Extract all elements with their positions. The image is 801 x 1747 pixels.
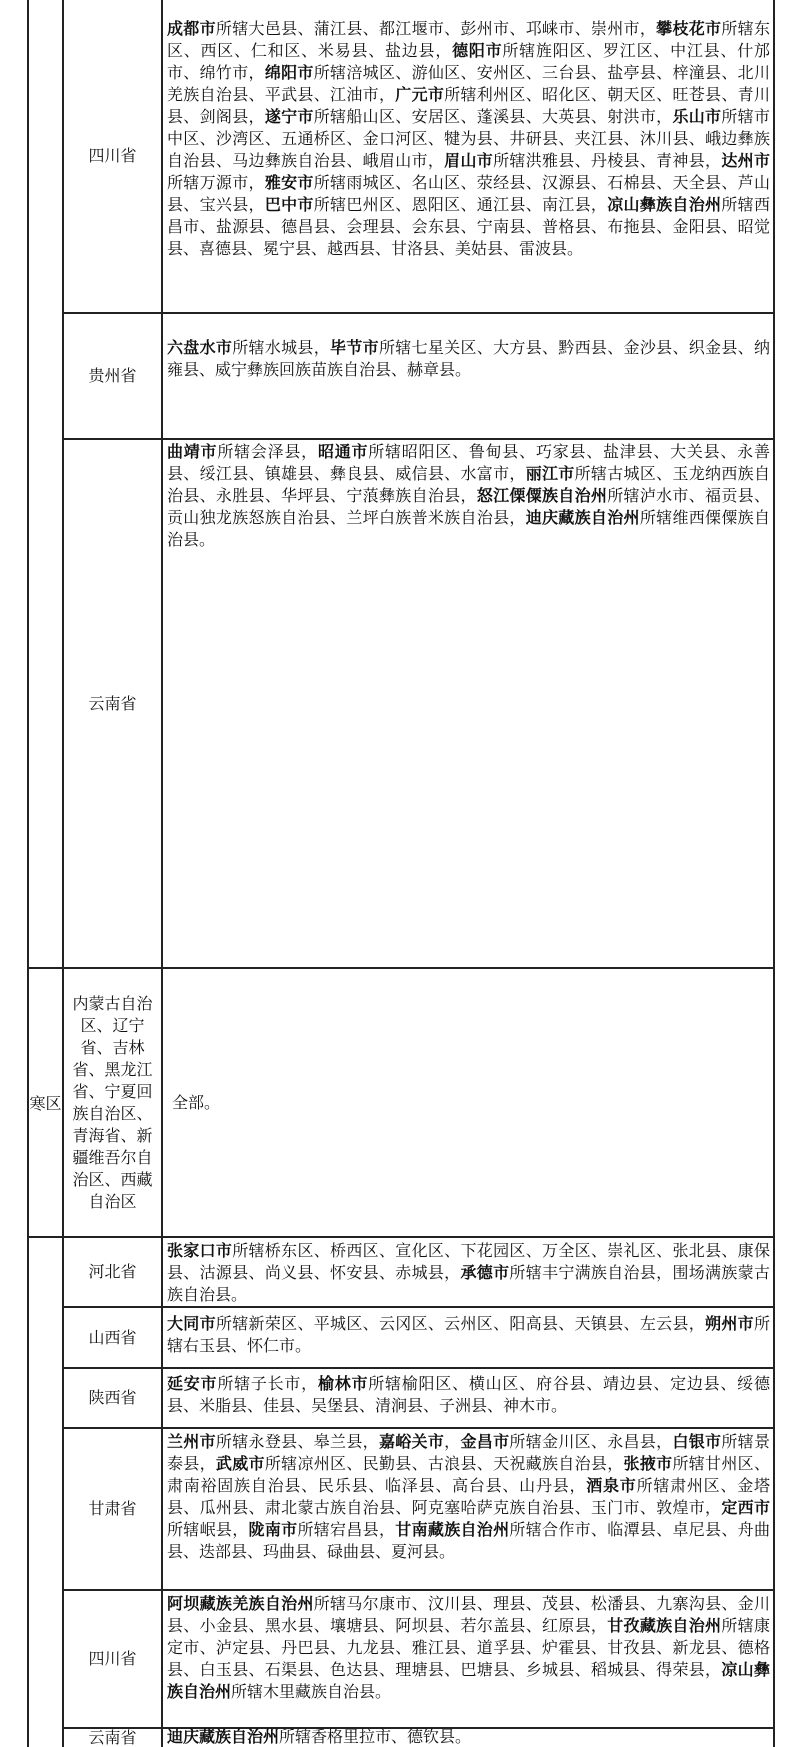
city-name: 陇南市	[248, 1520, 298, 1539]
province-cell	[64, 1238, 161, 1306]
city-name: 攀枝花市	[656, 19, 722, 38]
province-cell	[64, 314, 161, 438]
city-name: 张掖市	[623, 1454, 673, 1473]
city-name: 德阳市	[452, 41, 503, 60]
province-cell	[64, 1729, 161, 1747]
district-list	[167, 1373, 770, 1417]
district-text: 所辖西昌市、盐源县、德昌县、会理县、会东县、宁南县、普格县、布拖县、金阳县、昭觉县、喜德县、冕宁县、越西县、甘洛县、美姑县、雷波县。	[167, 195, 770, 258]
table-border-left	[27, 0, 29, 1747]
district-text: 所辖景泰县，	[167, 1432, 770, 1473]
city-name: 榆林市	[317, 1374, 369, 1393]
district-text: ，	[444, 1432, 461, 1451]
district-text: 所辖马尔康市、汶川县、理县、茂县、松潘县、九寨沟县、金川县、小金县、黑水县、壤塘县、阿坝县、若尔盖县、红原县，	[167, 1594, 770, 1635]
city-name: 成都市	[167, 19, 216, 38]
district-text: 所辖水城县，	[232, 338, 331, 357]
city-name: 承德市	[460, 1263, 510, 1282]
district-text: 所辖船山区、安居区、蓬溪县、大英县、射洪市，	[313, 107, 673, 126]
district-text: 所辖万源市，	[167, 173, 265, 192]
province-cell	[64, 1591, 161, 1727]
district-text: 所辖香格里拉市、德钦县。	[279, 1727, 472, 1746]
district-text: 所辖金川区、永昌县，	[509, 1432, 673, 1451]
city-name: 六盘水市	[167, 338, 233, 357]
district-list	[167, 1593, 770, 1703]
district-text: 所辖岷县，	[167, 1520, 249, 1539]
district-text: 所辖合作市、临潭县、卓尼县、舟曲县、迭部县、玛曲县、碌曲县、夏河县。	[167, 1520, 770, 1561]
district-text: 所辖会泽县，	[217, 442, 318, 461]
city-name: 嘉峪关市	[378, 1432, 445, 1451]
city-name: 阿坝藏族羌族自治州	[167, 1594, 314, 1613]
city-name: 昭通市	[317, 442, 369, 461]
province-cell	[64, 1369, 161, 1427]
district-list	[167, 337, 770, 381]
province-name: 云南省	[88, 693, 137, 713]
city-name: 金昌市	[460, 1432, 510, 1451]
city-name: 朔州市	[705, 1314, 754, 1333]
city-name: 巴中市	[264, 195, 314, 214]
district-text: 所辖涪城区、游仙区、安州区、三台县、盐亭县、梓潼县、北川羌族自治县、平武县、江油市，	[167, 63, 770, 104]
province-cell	[64, 969, 161, 1236]
district-text: 所辖维西傈僳族自治县。	[167, 508, 770, 549]
city-name: 武威市	[215, 1454, 265, 1473]
district-list	[167, 441, 770, 551]
city-name: 广元市	[395, 85, 445, 104]
city-name: 张家口市	[167, 1241, 233, 1260]
zone-name: 寒区	[29, 1094, 62, 1113]
province-cell	[64, 440, 161, 967]
city-name: 雅安市	[264, 173, 314, 192]
city-name: 毕节市	[330, 338, 379, 357]
table-border-right	[773, 0, 775, 1747]
district-text: 所辖洪雅县、丹棱县、青神县，	[493, 151, 722, 170]
city-name: 白银市	[672, 1432, 722, 1451]
district-list	[167, 1431, 770, 1563]
city-name: 延安市	[167, 1374, 218, 1393]
district-text: 所辖七星关区、大方县、黔西县、金沙县、织金县、纳雍县、威宁彝族回族苗族自治县、赫章县。	[167, 338, 770, 379]
district-list	[167, 1240, 770, 1306]
province-name: 四川省	[88, 146, 137, 165]
province-name: 河北省	[88, 1262, 137, 1281]
zone-cell	[29, 969, 62, 1236]
district-text: 所辖肃州区、金塔县、瓜州县、肃北蒙古族自治县、阿克塞哈萨克族自治县、玉门市、敦煌市，	[167, 1476, 770, 1517]
city-name: 丽江市	[525, 464, 575, 483]
province-cell	[64, 1429, 161, 1589]
city-name: 定西市	[721, 1498, 770, 1517]
city-name: 达州市	[721, 151, 770, 170]
district-text: 所辖市中区、沙湾区、五通桥区、金口河区、犍为县、井研县、夹江县、沐川县、峨边彝族自治县、马边彝族自治县、峨眉山市，	[167, 107, 770, 170]
district-text: 所辖泸水市、福贡县、贡山独龙族怒族自治县、兰坪白族普米族自治县，	[167, 486, 770, 527]
city-name: 迪庆藏族自治州	[167, 1727, 280, 1746]
district-text: 所辖子长市，	[217, 1374, 318, 1393]
district-list	[167, 1728, 770, 1746]
row-border	[62, 438, 775, 440]
province-cell	[64, 1308, 161, 1367]
province-name: 内蒙古自治区、辽宁省、吉林省、黑龙江省、宁夏回族自治区、青海省、新疆维吾尔自治区、西藏自治区	[72, 993, 153, 1211]
city-name: 大同市	[167, 1314, 216, 1333]
district-text: 所辖康定市、泸定县、丹巴县、九龙县、雅江县、道孚县、炉霍县、甘孜县、新龙县、德格县、白玉县、石渠县、色达县、理塘县、巴塘县、乡城县、稻城县、得荣县，	[167, 1616, 770, 1679]
table-divider-province	[161, 0, 163, 1747]
city-name: 兰州市	[167, 1432, 216, 1451]
province-name: 云南省	[88, 1728, 137, 1747]
province-name: 山西省	[88, 1327, 137, 1347]
province-name: 四川省	[88, 1649, 137, 1668]
city-name: 怒江傈僳族自治州	[476, 486, 608, 505]
row-border	[62, 1427, 775, 1429]
district-text: 所辖大邑县、蒲江县、都江堰市、彭州市、邛崃市、崇州市，	[215, 19, 657, 38]
district-list	[167, 18, 770, 260]
province-name: 甘肃省	[88, 1499, 137, 1518]
row-border	[62, 1306, 775, 1308]
district-text: 所辖榆阳区、横山区、府谷县、靖边县、定边县、绥德县、米脂县、佳县、吴堡县、清涧县、子洲县、神木市。	[167, 1374, 770, 1415]
district-text: 所辖巴州区、恩阳区、通江县、南江县，	[313, 195, 608, 214]
district-text: 所辖右玉县、怀仁市。	[167, 1314, 770, 1355]
district-list: 全部。	[172, 1093, 221, 1112]
district-text: 所辖凉州区、民勤县、古浪县、天祝藏族自治县，	[264, 1454, 624, 1473]
district-text: 所辖东区、西区、仁和区、米易县、盐边县，	[167, 19, 770, 60]
city-name: 甘南藏族自治州	[395, 1520, 510, 1539]
district-text: 所辖昭阳区、鲁甸县、巧家县、盐津县、大关县、永善县、绥江县、镇雄县、彝良县、威信县、水富市，	[167, 442, 770, 483]
city-name: 凉山彝族自治州	[167, 1660, 770, 1701]
city-name: 绵阳市	[264, 63, 314, 82]
row-border	[62, 1367, 775, 1369]
district-text: 所辖宕昌县，	[297, 1520, 396, 1539]
city-name: 甘孜藏族自治州	[607, 1616, 722, 1635]
district-text: 所辖新荣区、平城区、云冈区、云州区、阳高县、天镇县、左云县，	[215, 1314, 706, 1333]
district-text: 所辖旌阳区、罗江区、中江县、什邡市、绵竹市，	[167, 41, 770, 82]
district-text: 所辖丰宁满族自治县，围场满族蒙古族自治县。	[167, 1263, 770, 1304]
city-name: 乐山市	[672, 107, 722, 126]
city-name: 迪庆藏族自治州	[525, 508, 640, 527]
district-text: 所辖利州区、昭化区、朝天区、旺苍县、青川县、剑阁县，	[167, 85, 770, 126]
city-name: 凉山彝族自治州	[607, 195, 722, 214]
city-name: 遂宁市	[264, 107, 314, 126]
province-cell	[64, 0, 161, 312]
district-text: 所辖古城区、玉龙纳西族自治县、永胜县、华坪县、宁蒗彝族自治县，	[167, 464, 770, 505]
province-name: 陕西省	[88, 1388, 137, 1407]
district-text: 所辖永登县、皋兰县，	[215, 1432, 379, 1451]
row-border	[62, 312, 775, 314]
city-name: 酒泉市	[586, 1476, 637, 1495]
row-border	[62, 1589, 775, 1591]
city-name: 曲靖市	[167, 442, 218, 461]
district-text: 所辖甘州区、肃南裕固族自治县、民乐县、临泽县、高台县、山丹县，	[167, 1454, 770, 1495]
district-text: 所辖雨城区、名山区、荥经县、汉源县、石棉县、天全县、芦山县、宝兴县，	[167, 173, 770, 214]
district-text: 所辖桥东区、桥西区、宣化区、下花园区、万全区、崇礼区、张北县、康保县、沽源县、尚义县、怀安县、赤城县，	[167, 1241, 770, 1282]
district-list	[167, 1313, 770, 1357]
district-text: 所辖木里藏族自治县。	[231, 1682, 392, 1701]
province-name: 贵州省	[88, 366, 137, 385]
city-name: 眉山市	[444, 151, 494, 170]
